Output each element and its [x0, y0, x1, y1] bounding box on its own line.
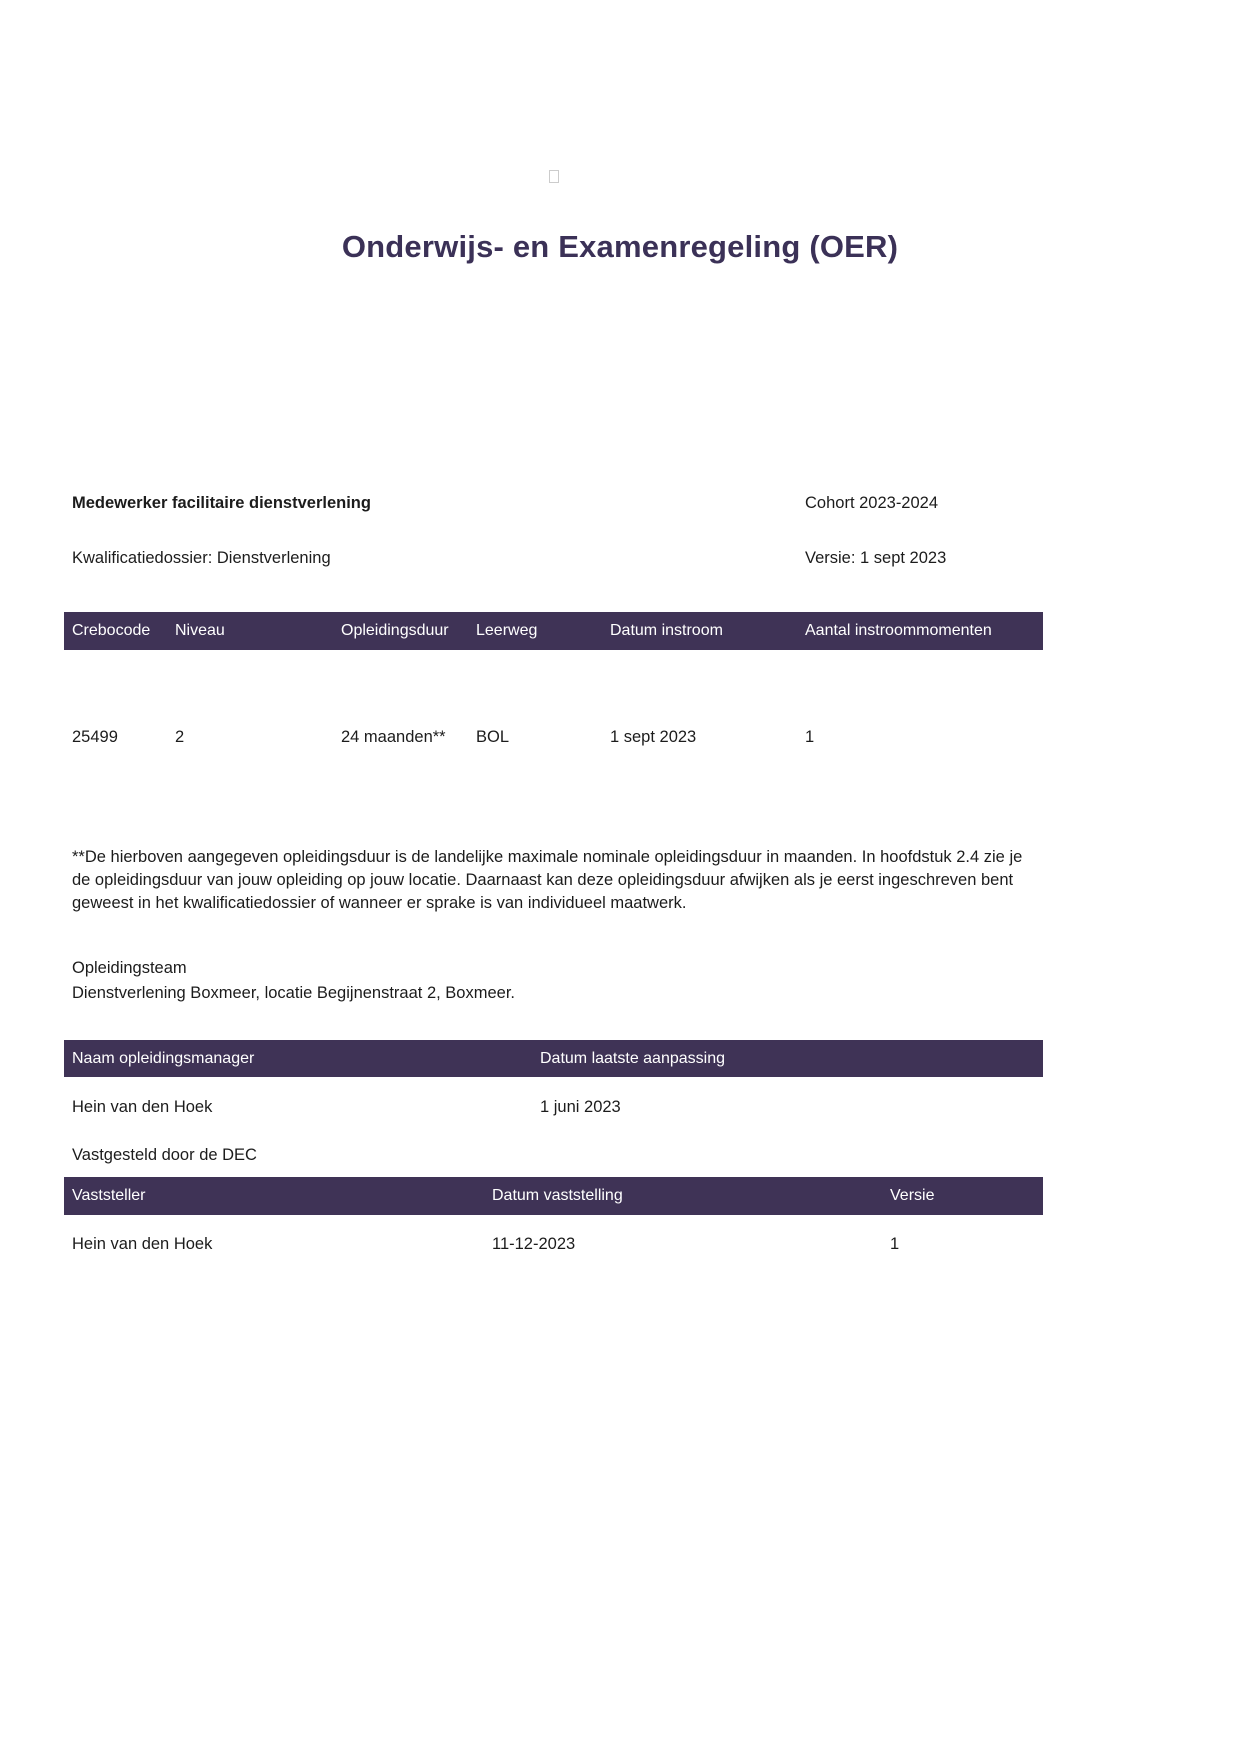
program-info-row [72, 494, 1172, 513]
header-vaststeller: Vaststeller [72, 1187, 146, 1204]
header-niveau: Niveau [175, 622, 225, 639]
team-block [72, 956, 515, 1006]
cell-aantal-instroommomenten: 1 [805, 728, 815, 746]
approval-table-header-row [64, 1177, 1043, 1215]
manager-table [64, 1040, 1043, 1117]
header-opleidingsduur: Opleidingsduur [341, 622, 449, 639]
broken-image-icon [549, 170, 559, 183]
version-label: Versie: 1 sept 2023 [805, 549, 947, 567]
cell-vaststeller: Hein van den Hoek [72, 1235, 213, 1253]
dec-approval-label: Vastgesteld door de DEC [72, 1146, 257, 1164]
cell-crebocode: 25499 [72, 728, 118, 746]
manager-table-header-row [64, 1040, 1043, 1077]
cell-niveau: 2 [175, 728, 185, 746]
qualification-dossier: Kwalificatiedossier: Dienstverlening [72, 549, 331, 567]
cell-opleidingsduur: 24 maanden** [341, 728, 446, 746]
manager-table-row [64, 1077, 1043, 1117]
dossier-info-row [72, 549, 1172, 568]
cohort-label: Cohort 2023-2024 [805, 494, 939, 512]
header-aantal-instroommomenten: Aantal instroommomenten [805, 622, 992, 639]
approval-table-row [64, 1215, 1043, 1254]
program-table-header-row [64, 612, 1043, 650]
cell-laatste-aanpassing-datum: 1 juni 2023 [540, 1098, 621, 1116]
header-crebocode: Crebocode [72, 622, 151, 639]
header-datum-vaststelling: Datum vaststelling [492, 1187, 623, 1204]
team-label: Opleidingsteam [72, 959, 187, 977]
program-table-row [64, 650, 1043, 747]
cell-datum-instroom: 1 sept 2023 [610, 728, 697, 746]
duration-footnote: **De hierboven aangegeven opleidingsduur is de landelijke maximale nominale opleidingsduur in maanden. In hoofdstuk 2.4 zie je de opleidingsduur van jouw opleiding op jouw locatie. Daarnaast kan deze opleidingsduur afwijken als je eerst ingeschreven bent geweest in het kwalificatiedossier of wanneer er sprake is van individueel maatwerk. [72, 848, 1023, 912]
team-description: Dienstverlening Boxmeer, locatie Begijnenstraat 2, Boxmeer. [72, 984, 515, 1002]
program-name: Medewerker facilitaire dienstverlening [72, 494, 371, 512]
page-title: Onderwijs- en Examenregeling (OER) [341, 229, 899, 264]
header-naam-opleidingsmanager: Naam opleidingsmanager [72, 1050, 255, 1067]
approval-table [64, 1177, 1043, 1254]
header-versie: Versie [890, 1187, 935, 1204]
cell-datum-vaststelling: 11-12-2023 [492, 1235, 576, 1253]
program-table [64, 612, 1043, 747]
cell-leerweg: BOL [476, 728, 510, 746]
cell-opleidingsmanager-naam: Hein van den Hoek [72, 1098, 213, 1116]
header-leerweg: Leerweg [476, 622, 538, 639]
header-datum-laatste-aanpassing: Datum laatste aanpassing [540, 1050, 725, 1067]
header-datum-instroom: Datum instroom [610, 622, 723, 639]
cell-versie: 1 [890, 1235, 900, 1253]
